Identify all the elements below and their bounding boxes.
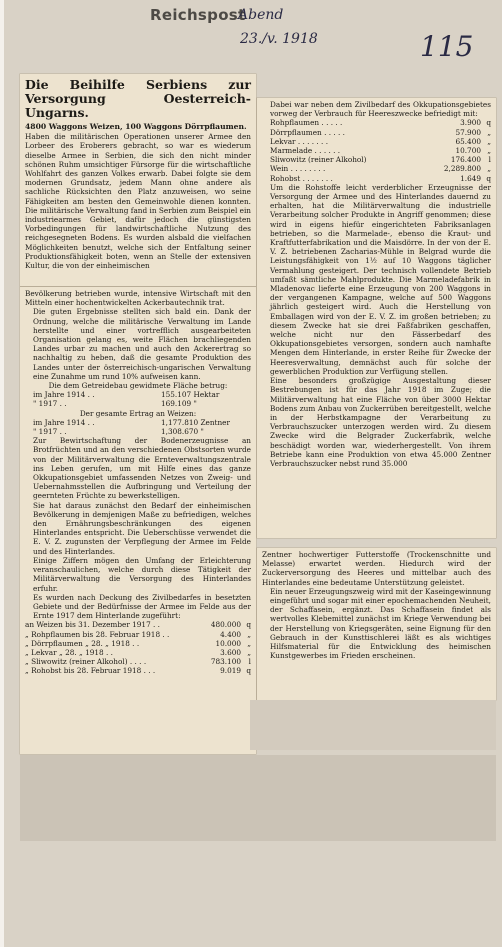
- paragraph: Zentner hochwertiger Futterstoffe (Trockenschnitte und Melasse) erwartet werden. Hiedurch wird der Zuckerversorgung des Heeres und mittelbar auch des Hinterlandes eine bedeutame Unterstützung geleistet.: [262, 550, 491, 587]
- table-row: " 1917 . . 169.109 ": [33, 399, 197, 409]
- newspaper-masthead: Reichspost: [150, 6, 246, 24]
- table-row: Marmelade . . . . . . 10.700 „: [270, 146, 491, 156]
- handwritten-archive-number: 115: [420, 30, 474, 63]
- paragraph: Zur Bewirtschaftung der Bodenerzeugnisse an Brotfrüchten und an den verschiedenen Obstsorten wurde von der Militärverwaltung die Ernteverwaltungszentrale ins Leben gerufen, um mit Hilfe eines das ganze Okkupationsgebiet umfassenden Netzes von Zweig- und Uebernahmsstellen die Aufbringung und Verteilung der geernteten Früchte zu bewerkstelligen.: [33, 436, 251, 501]
- table-row: „ Dörrpflaumen „ 28. „ 1918 . . 10.000 „: [25, 638, 251, 648]
- table-row: Rohobst . . . . . . . 1.649 q: [270, 173, 491, 183]
- clipping-right-column: [257, 98, 496, 538]
- table-row: Lekvar . . . . . . . 65.400 „: [270, 136, 491, 146]
- table-row: „ Sliwowitz (reiner Alkohol) . . . . 783.100 l: [25, 657, 251, 667]
- handwritten-date: 23./v. 1918: [240, 31, 318, 47]
- article-headline: Die Beihilfe Serbiens zur Versorgung Oesterreich-Ungarns.: [25, 77, 251, 120]
- handwritten-edition-note: Abend: [238, 7, 284, 23]
- table-row: Sliwowitz (reiner Alkohol) 176.400 l: [270, 155, 491, 165]
- area-caption: Die dem Getreidebau gewidmete Fläche betrug:: [48, 381, 228, 391]
- paragraph: Sie hat daraus zunächst den Bedarf der einheimischen Bevölkerung in demjenigen Maße zu befriedigen, welches den Ernährungsbeschränkungen des eigenen Hinterlandes entspricht. Die Ueberschüsse verwendet die E. V. Z. zugunsten der Verpflegung der Armee im Felde und des Hinterlandes.: [33, 500, 251, 556]
- paragraph: Um die Rohstoffe leicht verderblicher Erzeugnisse der Versorgung der Armee und des Hinterlandes dauernd zu erhalten, hat die Militärverwaltung die industrielle Verarbeitung solcher Produkte in Angriff genommen; diese wird in eigens hiefür eingerichteten Fabriksanlagen betrieben, so die Marmelade-, ebenso die Kraut- und Kraftfutterfabrikation und die Maisdörre. In der von der E. V. Z. betriebenen Zacharias-Mühle in Belgrad wurde die Leistungsfähigkeit von 1½ auf 10 Waggons täglicher Vermahlung gesteigert. Der technisch vollendete Betrieb umfaßt sämtliche Mahlprodukte. Die Marmeladefabrik in Mladenovac lieferte eine Erzeugung von 200 Waggons in der vergangenen Kampagne, welche auf 500 Waggons jährlich gesteigert wird. Auch die Herstellung von Emballagen wird von der E. V. Z. im großen betrieben; zu diesem Zwecke hat sie drei Faßfabriken geschaffen, welche nicht nur den Fässerbedarf des Okkupationsgebietes versorgen, sondern auch namhafte Mengen dem Hinterlande, in erster Reihe für Zwecke der Heeresverwaltung, demnächst auch für solche der gewerblichen Produktion zur Verfügung stellen.: [270, 182, 491, 376]
- clipping-left-column: [20, 287, 256, 754]
- article-subhead: 4800 Waggons Weizen, 100 Waggons Dörrpflaumen.: [25, 122, 247, 131]
- table-row: „ Lekvar „ 28. „ 1918 . . 3.600 „: [25, 647, 251, 657]
- paragraph: Es wurden nach Deckung des Zivilbedarfes in besetzten Gebiete und der Bedürfnisse der Armee im Felde aus der Ernte 1917 dem Hinterlande zugeführt:: [33, 592, 251, 621]
- table-row: im Jahre 1914 . . 1,177.810 Zentner: [33, 417, 230, 427]
- paragraph: Eine besonders großzügige Ausgestaltung dieser Bestrebungen ist für das Jahr 1918 im Zuge; die Militärverwaltung hat eine Fläche von über 3000 Hektar Bodens zum Anbau von Zuckerrüben bereitgestellt, welche in der Herbstkampagne der Verarbeitung zu Verbrauchszucker unterzogen werden wird. Zu diesem Zwecke wird die Belgrader Zuckerfabrik, welche beschädigt worden war, wiederhergestellt. Von ihrem Betriebe kann eine Produktion von etwa 45.000 Zentner Verbrauchszucker nebst rund 35.000: [270, 376, 491, 468]
- table-row: „ Rohpflaumen bis 28. Februar 1918 . . 4.400 „: [25, 629, 251, 639]
- table-row: Dörrpflaumen . . . . . 57.900 „: [270, 127, 491, 137]
- tape-strip: [250, 700, 496, 750]
- table-row: „ Rohobst bis 28. Februar 1918 . . . 9.019 q: [25, 666, 251, 676]
- paragraph: Einige Ziffern mögen den Umfang der Erleichterung veranschaulichen, welche durch diese Tätigkeit der Militärverwaltung die Versorgung des Hinterlandes erfuhr.: [33, 555, 251, 593]
- table-row: Wein . . . . . . . . 2,289.800 „: [270, 164, 491, 174]
- yield-caption: Der gesamte Ertrag an Weizen:: [79, 408, 197, 418]
- paragraph: Die guten Ergebnisse stellten sich bald ein. Dank der Ordnung, welche die militärische Verwaltung im Lande herstellte und einer vortrefflich ausgearbeiteten Organisation gelang es, weite Flächen brachliegenden Landes urbar zu machen und auch den Ackerertrag so nachhaltig zu heben, daß die gesamte Produktion des Landes unter der österreichisch-ungarischen Verwaltung eine Zunahme um rund 10% aufweisen kann.: [33, 307, 251, 381]
- table-row: an Weizen bis 31. Dezember 1917 . . 480.000 q: [25, 620, 251, 630]
- paragraph: Dabei war neben dem Zivilbedarf des Okkupationsgebietes vorweg der Verbrauch für Heereszwecke befriedigt mit:: [270, 100, 491, 119]
- table-row: im Jahre 1914 . . 155.107 Hektar: [33, 390, 220, 400]
- table-row: " 1917 . . 1,308.670 ": [33, 427, 204, 437]
- table-row: Rohpflaumen . . . . . 3.900 q: [270, 118, 491, 128]
- clipping-right-continuation: [257, 548, 496, 700]
- paragraph: Ein neuer Erzeugungszweig wird mit der Kaseingewinnung eingeführt und sogar mit einer epochemachenden Neuheit, der Schaffasein, ergänzt. Das Schaffasein findet als wertvolles Klebemittel zunächst im Kriege Verwendung bei der Herstellung von Kriegsgeräten, seine Eignung für den Gebrauch in der Kunsttischlerei läßt es als wichtiges Hilfsmaterial für die Entwicklung des heimischen Kunstgewerbes im Frieden erscheinen.: [270, 586, 491, 661]
- clipping-headline: [20, 74, 256, 286]
- tape-strip: [20, 755, 496, 841]
- paragraph: Bevölkerung betrieben wurde, intensive Wirtschaft mit den Mitteln einer hochentwickelten Ackerbautechnik trat.: [25, 289, 251, 308]
- paragraph: Haben die militärischen Operationen unserer Armee den Lorbeer des Eroberers gebracht, so war es wiederum dieselbe Armee in Serbien, die sich den nicht minder schönen Ruhm umsichtiger Fürsorge für die wirtschaftliche Wohlfahrt des ganzen Volkes erwarb. Dabei folgte sie dem modernen Grundsatz, jedem Mann ohne andere als sachliche Rücksichten den Platz anzuweisen, wo seine Fähigkeiten am besten den Gemeinwohle dienen konnten. Die militärische Verwaltung fand in Serbien zum Beispiel ein industriearmes Gebiet, dafür jedoch die günstigsten Vorbedingungen für landwirtschaftliche Nutzung des reichgesegneten Bodens. Es wurden alsbald die vielfachen Möglichkeiten benutzt, welche sich der Entfaltung seiner Produktionsfähigkeit boten, wenn an Stelle der extensiven Kultur, die von der einheimischen: [25, 132, 251, 271]
